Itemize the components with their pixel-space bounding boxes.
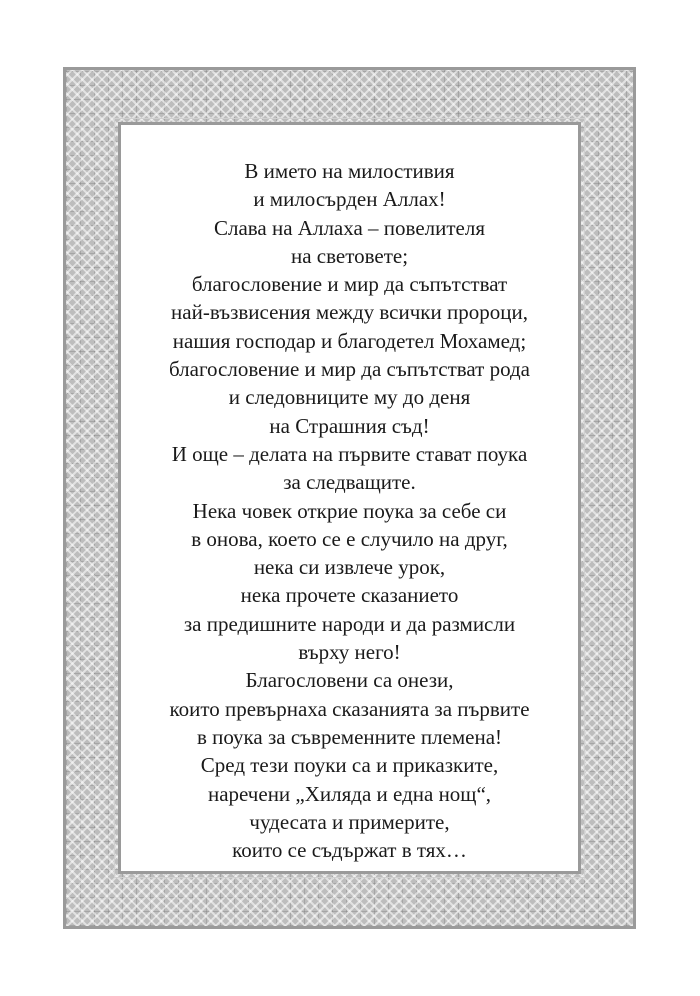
text-line: нашия господар и благодетел Мохамед; bbox=[172, 328, 527, 353]
text-line: за предишните народи и да размисли bbox=[183, 611, 516, 636]
text-line: и следовниците му до деня bbox=[228, 385, 471, 410]
text-line: Нека човек открие поука за себе си bbox=[192, 498, 507, 523]
text-line: чудесата и примерите, bbox=[249, 809, 450, 834]
text-line: нека си извлече урок, bbox=[253, 555, 446, 580]
text-line: в онова, което се е случило на друг, bbox=[191, 526, 508, 551]
text-line: които се съдържат в тях… bbox=[232, 838, 467, 863]
text-line: И още – делата на първите стават поука bbox=[171, 441, 528, 466]
text-line: благословение и мир да съпътстват рода bbox=[168, 357, 530, 382]
text-line: и милосърден Аллах! bbox=[253, 187, 446, 212]
text-line: Сред тези поуки са и приказките, bbox=[200, 753, 499, 778]
text-line: най-възвисения между всички пророци, bbox=[171, 300, 528, 325]
text-line: Слава на Аллаха – повелителя bbox=[213, 215, 486, 240]
text-line: в поука за съвременните племена! bbox=[196, 724, 503, 749]
dedication-text bbox=[118, 157, 581, 864]
text-line: на световете; bbox=[290, 243, 409, 268]
text-line: които превърнаха сказанията за първите bbox=[169, 696, 530, 721]
text-line: Благословени са онези, bbox=[245, 668, 454, 693]
text-line: върху него! bbox=[298, 640, 401, 665]
text-line: В името на милостивия bbox=[244, 159, 455, 183]
text-line: на Страшния съд! bbox=[269, 413, 430, 438]
text-line: благословение и мир да съпътстват bbox=[191, 272, 508, 297]
text-line: наречени „Хиляда и една нощ“, bbox=[207, 781, 492, 806]
text-line: за следващите. bbox=[283, 470, 416, 495]
text-line: нека прочете сказанието bbox=[240, 583, 459, 608]
